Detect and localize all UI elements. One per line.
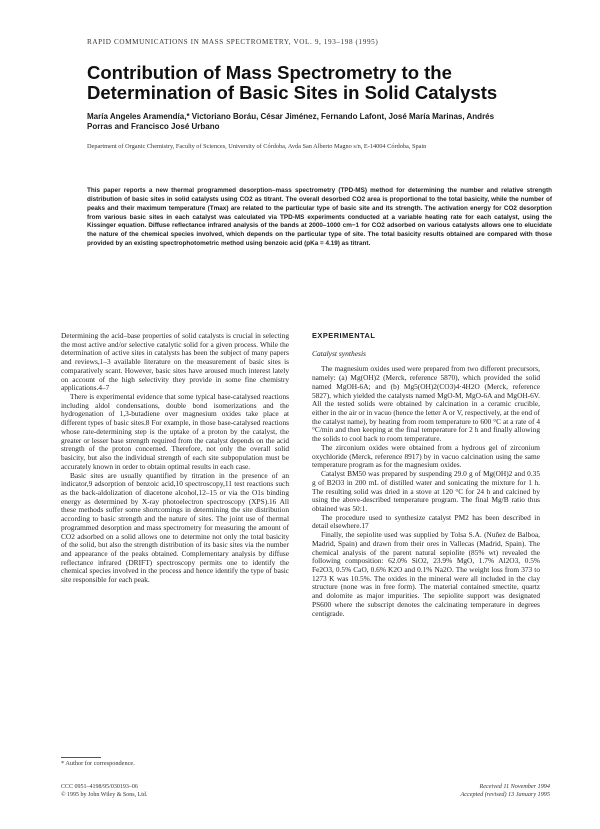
abstract: This paper reports a new thermal programmed desorption–mass spectrometry (TPD-MS) method for determining the number and relative strength distribution of basic sites in solid catalysts using CO2 as titrant. The overall desorbed CO2 area is proportional to the total basicity, while the number of peaks and their maximum temperature (Tmax) are related to the particular type of basic site and its strength. The activation energy for CO2 desorption from various basic sites in each catalyst was calculated via TPD-MS experiments conducted at a variable heating rate for each catalyst, using the Kissinger equation. Diffuse reflectance infrared analysis of the bands at 2000–1000 cm−1 for CO2 adsorbed on various catalysts allows one to elucidate the nature of the chemical species involved, which depends on the particular type of site. The total basicity results obtained are compared with those provided by an existing spectrophotometric method using benzoic acid (pKa = 4.19) as titrant. [87,187,552,248]
ccc-code: CCC 0951–4198/95/030193–06 [61,784,138,790]
copyright-notice: © 1995 by John Wiley & Sons, Ltd. [61,792,148,798]
received-dates [370,783,550,799]
section-heading-experimental: EXPERIMENTAL [312,331,376,340]
intro-paragraph-2: There is experimental evidence that some typical base-catalysed reactions including aldol condensations, double bond isomerizations and the hydrogenation of 1,3-butadiene over magnesium oxides take place at different types of basic sites.8 For example, in those base-catalysed reactions whose rate-determining step is the uptake of a proton by the catalyst, the greater or lesser base strength required from the catalyst depends on the acid strength of the proton concerned. Therefore, not only the overall solid basicity, but also the individual strength of each site subpopulation must be accurately known in order to obtain optimal results in each case. [61,392,289,471]
running-head: RAPID COMMUNICATIONS IN MASS SPECTROMETRY, VOL. 9, 193–198 (1995) [87,38,379,46]
author-list: María Angeles Aramendía,* Victoriano Boráu, César Jiménez, Fernando Lafont, José María Marinas, Andrés Porras and Francisco José Urbano [87,112,495,131]
synthesis-paragraph-1: The magnesium oxides used were prepared from two different precursors, namely: (a) Mg(OH)2 (Merck, reference 5870), which provided the solid named MgOH-6A; and (b) Mg5(OH)2(CO3)4·4H2O (Merck, reference 5827), which yielded the catalysts named MgO-M, MgO-6A and MgOH-6V. All the tested solids were obtained by calcination in a ceramic crucible, either in the air or in vacuo (hence the letter A or V, respectively, at the end of the catalyst name), by heating from room temperature to 600 °C at a rate of 4 °C/min and then keeping at the final temperature for 2 h and finally allowing the solids to cool back to room temperature. [312,364,540,444]
copyright-block [61,783,147,799]
intro-paragraph-1: Determining the acid–base properties of solid catalysts is crucial in selecting the most active and/or selective catalytic solid for a given process. While the determination of active sites in catalysts has been the subject of many papers and reviews,1–3 available literature on the measurement of basic sites is comparatively scant. However, basic sites have aroused much interest lately on account of the high selectivity they provide in some fine chemistry applications.4–7 [61,331,289,393]
footnote: * Author for correspondence. [61,760,135,767]
affiliation: Department of Organic Chemistry, Faculty of Sciences, University of Córdoba, Avda San Alberto Magno s/n, E-14004 Córdoba, Spain [87,143,427,150]
synthesis-paragraph-3: Catalyst BM50 was prepared by suspending 29.0 g of Mg(OH)2 and 0.35 g of B2O3 in 200 mL of distilled water and sonicating the mixture for 1 h. The resulting solid was dried in a stove at 120 °C for 24 h and calcined by using the above-described temperature program. The final Mg/B ratio thus obtained was 50:1. [312,469,540,513]
accepted-date: Accepted (revised) 13 January 1995 [460,791,550,798]
synthesis-paragraph-4: The procedure used to synthesize catalyst PM2 has been described in detail elsewhere.17 [312,512,540,531]
subsection-heading-synthesis: Catalyst synthesis [312,348,366,358]
synthesis-paragraph-2: The zirconium oxides were obtained from a hydrous gel of zirconium oxychloride (Merck, reference 8917) by in vacuo calcination using the same temperature program as for the magnesium oxides. [312,442,540,470]
left-column [61,332,289,585]
right-column [312,332,540,618]
received-date: Received 11 November 1994 [479,783,550,790]
synthesis-paragraph-5: Finally, the sepiolite used was supplied by Tolsa S.A. (Nuñez de Balboa, Madrid, Spain) and drawn from their ores in Vallecas (Madrid, Spain). The chemical analysis of the parent natural sepiolite (85% wt) revealed the following composition: 62.0% SiO2, 23.9% MgO, 1.7% Al2O3, 0.5% Fe2O3, 0.5% CaO, 0.6% K2O and 0.1% Na2O. The weight loss from 373 to 1273 K was 10.5%. The oxides in the mineral were all included in the clay structure (none was in free form). The material contained smectite, quartz and dolomite as major impurities. The sepiolite support was designated PS600 where the subscript denotes the calcinating temperature in degrees centigrade. [312,530,540,618]
article-title: Contribution of Mass Spectrometry to the Determination of Basic Sites in Solid Catalysts [87,62,498,103]
intro-paragraph-3: Basic sites are usually quantified by titration in the presence of an indicator,9 adsorption of benzoic acid,10 spectroscopy,11 test reactions such as the back-aldolization of diacetone alcohol,12–15 or via the O1s binding energy as determined by X-ray photoelectron spectroscopy (XPS).16 All these methods suffer some shortcomings in determining the site distribution according to basic strength and the nature of sites. The joint use of thermal programmed desorption and mass spectrometry for measuring the amount of CO2 adsorbed on a solid allows one to determine not only the total basicity of the solid, but also the strength distribution of its basic sites via the number and appearance of the peaks obtained. Complementary analysis by diffuse reflectance infrared (DRIFT) spectroscopy permits one to identify the chemical species involved in the process and hence identify the type of basic site responsible for each peak. [61,470,289,585]
footnote-rule [61,757,101,758]
